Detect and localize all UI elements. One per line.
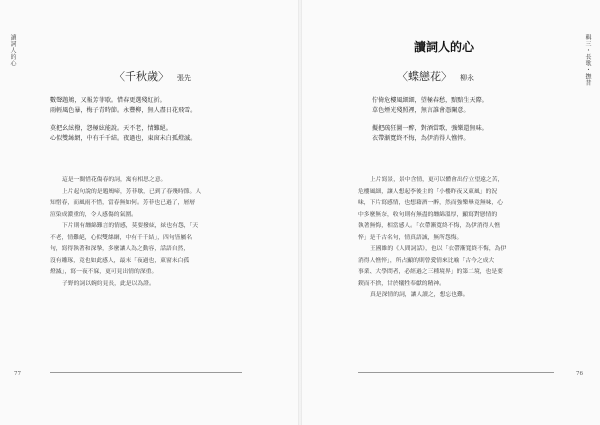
commentary-line: 子野的詞以婉約見長，此是以為證。 bbox=[62, 280, 155, 287]
commentary-line: 上片起句說的是鶗鴂啼，芳菲歇，已到了春殘時節。人 bbox=[62, 188, 202, 195]
commentary-line: 這是一闋惜花傷春的詞，寓有相思之意。 bbox=[62, 177, 167, 183]
poem-line: 擬把疏狂圖一醉，對酒當歌，強樂還無味。 bbox=[372, 125, 488, 132]
left-commentary bbox=[50, 175, 201, 290]
left-page-number: 77 bbox=[14, 371, 21, 377]
commentary-line: 味，下片寫感情，也想藉酒一醉，然而強樂畢竟無味，心 bbox=[358, 200, 503, 206]
right-poem-title: 〈蝶戀花〉 bbox=[397, 70, 452, 83]
book-gutter bbox=[298, 0, 302, 425]
left-running-head: 讀詞人的心 bbox=[9, 34, 16, 67]
right-poem-heading bbox=[397, 68, 474, 84]
commentary-line: 渲染成濃重的，令人感傷的氣圍。 bbox=[50, 211, 137, 218]
commentary-line: 消得人憔悴」，所占顯的則曾愛情來比喻「古今之成大 bbox=[358, 257, 495, 264]
poem-line: 草色煙光殘照裡，無言誰會憑闌意。 bbox=[372, 107, 470, 114]
right-footer-rule bbox=[358, 372, 554, 373]
right-poem bbox=[372, 96, 488, 144]
poem-line: 佇倚危樓風細細，望極春愁，黯黯生天際。 bbox=[372, 97, 488, 104]
poem-line: 雨輕風色暴，梅子青時節。永豐柳，無人盡日花飛雪。 bbox=[50, 107, 197, 114]
commentary-line: 危樓風細，讓人想起李後主的「小樓昨夜又東風」的況 bbox=[358, 188, 498, 195]
commentary-line: 句，寫得執著和深摯，多麼讓人為之動容，話語自然， bbox=[50, 246, 190, 252]
commentary-line: 鍥而不捨，甘於犧牲奉獻的精神。 bbox=[358, 280, 445, 287]
right-running-head: 輯三・長歌・撫昔 bbox=[584, 34, 591, 86]
right-page-number: 76 bbox=[576, 371, 583, 377]
commentary-line: 事業、大學問者，必經過之三種境界」的第二境，也是要 bbox=[358, 269, 503, 275]
commentary-line: 知惜春，而風雨不惜，當春無如何。芳菲也已過了，層層 bbox=[50, 200, 195, 206]
commentary-line: 下片則有纏綿難言的情感，莫要撥絃，絃也有怨，「天 bbox=[62, 223, 199, 229]
commentary-line: 燈滅」，寫一夜不寐，更可見出情的深重。 bbox=[50, 269, 158, 275]
stanza-break bbox=[372, 116, 488, 124]
poem-line: 心似雙絲網，中有千千結。夜過也，東窗未白孤燈滅。 bbox=[50, 135, 197, 142]
right-page-title: 讀詞人的心 bbox=[414, 40, 475, 54]
commentary-line: 沒有雕琢，竟也如此感人，最末「夜過也，東窗未白孤 bbox=[50, 257, 190, 264]
right-page bbox=[300, 0, 600, 425]
left-poem-title: 〈千秋歲〉 bbox=[114, 70, 169, 83]
commentary-line: 王國維的《人間詞話》，也以「衣帶漸寬終不悔，為伊 bbox=[370, 246, 507, 252]
commentary-line: 上片寫景，景中含情，更可以體會出佇立望遠之苦， bbox=[370, 177, 504, 183]
right-poem-author: 柳永 bbox=[460, 74, 474, 82]
poem-line: 衣帶漸寬終不悔，為伊消得人憔悴。 bbox=[372, 135, 470, 142]
poem-line: 數聲鶗鴂，又報芳菲歇。惜春更選殘紅折。 bbox=[50, 97, 166, 104]
commentary-line: 悴」是千古名句，情真語誠，無所怨悔。 bbox=[358, 234, 463, 241]
commentary-line: 真是深情的詞，讓人讀之，想忘也難。 bbox=[370, 292, 469, 298]
right-commentary bbox=[358, 175, 506, 302]
poem-line: 莫把幺絃撥，怨極絃能說。天不老，情難絕。 bbox=[50, 125, 172, 132]
commentary-line: 中多麼無奈，收句則有無盡的纏綿溫厚，顯寫對戀情的 bbox=[358, 211, 498, 218]
left-poem-author: 張先 bbox=[177, 74, 191, 82]
left-poem bbox=[50, 96, 196, 144]
commentary-line: 不老，情難絕，心似雙絲網，中有千千結」，四句皆屬名 bbox=[50, 234, 193, 241]
left-footer-rule bbox=[50, 372, 242, 373]
stanza-break bbox=[50, 116, 196, 124]
left-poem-heading bbox=[114, 68, 191, 84]
commentary-line: 執著無悔，相當感人。「衣帶漸寬終不悔，為伊消得人憔 bbox=[358, 223, 501, 229]
